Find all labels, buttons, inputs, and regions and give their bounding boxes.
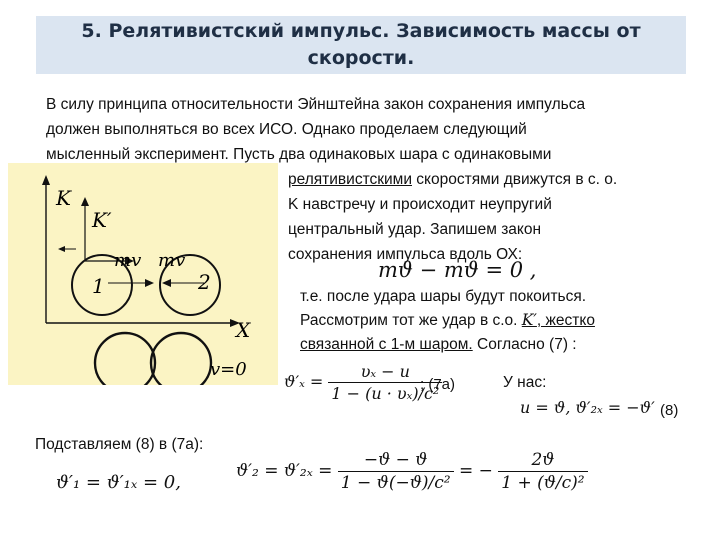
figure-svg (8, 163, 278, 385)
after-line-3 (300, 332, 577, 357)
eqv2-equals-minus: = − (458, 461, 493, 481)
after-line-2a: Рассмотрим тот же удар в с.о. (300, 312, 518, 329)
eq7a-tag: ; (7а) (420, 376, 456, 393)
eqv2-lhs: ϑ′₂ = ϑ′₂ₓ = (236, 461, 333, 481)
eq7a-numerator: υₓ − u (328, 362, 442, 383)
label-K-prime: K′ (92, 208, 112, 232)
slide-title (36, 18, 686, 72)
after-line-3a: связанной с 1-м шаром. (300, 336, 473, 353)
right-line-1 (288, 167, 617, 192)
right-line-3: центральный удар. Запишем закон (288, 221, 542, 238)
title-line-2: скорости. (307, 47, 415, 69)
label-ball-1: 1 (92, 274, 105, 298)
right-line-1-rest: скоростями движутся в с. о. (412, 171, 618, 188)
title-line-1: 5. Релятивистский импульс. Зависимость массы от (81, 20, 641, 42)
eqv2-fraction-1 (338, 450, 454, 493)
label-K: K (56, 186, 71, 210)
label-X: X (236, 318, 251, 342)
we-have-label: У нас: (503, 374, 547, 391)
intro-line-2: должен выполняться во всех ИСО. Однако проделаем следующий (46, 121, 527, 138)
equation-8: u = ϑ, ϑ′₂ₓ = −ϑ′ (520, 398, 655, 417)
eqv2-den1: 1 − ϑ(−ϑ)/c² (340, 473, 451, 493)
eq8-tag: (8) (660, 402, 679, 419)
label-mv-2: mv (158, 250, 186, 271)
right-line-4: сохранения импульса вдоль ОХ: (288, 246, 523, 263)
eq7a-lhs: ϑ′ₓ = (284, 372, 324, 391)
after-line-3b: Согласно (7) : (472, 336, 577, 353)
label-mv-1: mv (114, 250, 142, 271)
eq7a-denominator: 1 − (u · υₓ)/c² (331, 384, 440, 403)
intro-line-3: мысленный эксперимент. Пусть два одинаковых шара с одинаковыми (46, 146, 552, 163)
intro-line-1: В силу принципа относительности Эйнштейна закон сохранения импульса (46, 96, 586, 113)
underlined-relativistic: релятивистскими (288, 171, 412, 188)
equation-v2 (236, 450, 588, 493)
momentum-equation: mϑ − mϑ = 0 , (378, 258, 537, 282)
eqv2-num2: 2ϑ (498, 450, 587, 472)
collision-figure (8, 163, 278, 385)
eqv2-fraction-2 (498, 450, 587, 493)
after-line-1: т.е. после удара шары будут покоиться. (300, 288, 587, 305)
eqv2-den2: 1 + (ϑ/c)² (501, 473, 585, 493)
label-ball-2: 2 (198, 270, 211, 294)
after-line-2 (300, 308, 595, 333)
substitute-label: Подставляем (8) в (7а): (35, 436, 204, 453)
after-line-2c: , жестко (536, 312, 595, 329)
frame-k-prime: K′ (521, 311, 537, 329)
equation-7a (284, 362, 442, 403)
label-v-zero: v=0 (210, 359, 247, 380)
equation-v1: ϑ′₁ = ϑ′₁ₓ = 0, (56, 472, 181, 493)
right-line-2: K навстречу и происходит неупругий (288, 196, 552, 213)
eqv2-num1: −ϑ − ϑ (338, 450, 454, 472)
